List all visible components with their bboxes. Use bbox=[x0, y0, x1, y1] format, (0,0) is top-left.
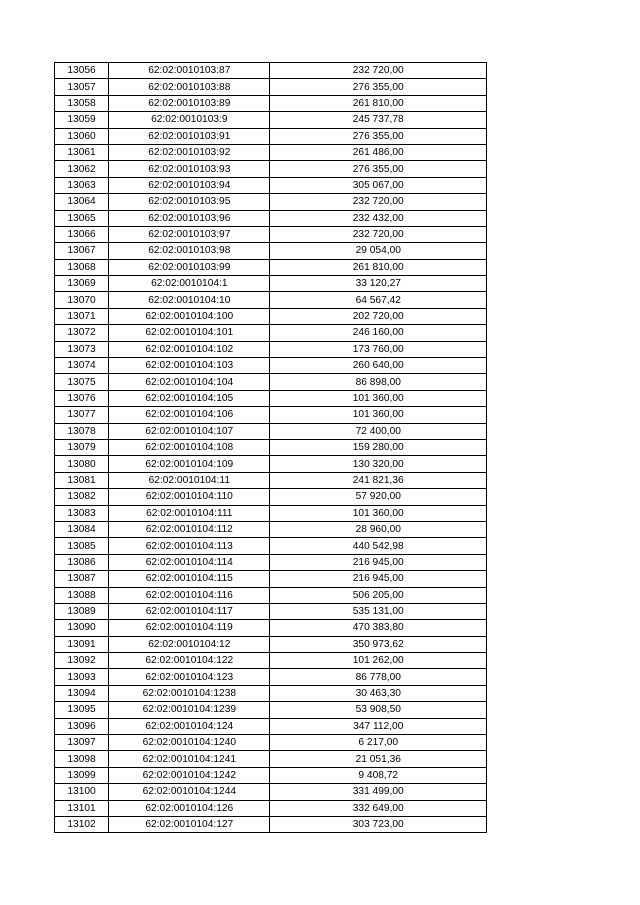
cadastral-number-cell: 62:02:0010104:1244 bbox=[109, 784, 270, 800]
cadastral-number-cell: 62:02:0010104:105 bbox=[109, 390, 270, 406]
cadastral-number-cell: 62:02:0010104:100 bbox=[109, 308, 270, 324]
table-row bbox=[55, 538, 487, 554]
data-table bbox=[54, 62, 487, 833]
value-cell: 9 408,72 bbox=[270, 767, 487, 783]
row-number-cell: 13064 bbox=[55, 194, 109, 210]
table-row bbox=[55, 390, 487, 406]
table-row bbox=[55, 816, 487, 832]
table-row bbox=[55, 243, 487, 259]
table-row bbox=[55, 308, 487, 324]
value-cell: 21 051,36 bbox=[270, 751, 487, 767]
cadastral-number-cell: 62:02:0010104:11 bbox=[109, 472, 270, 488]
cadastral-number-cell: 62:02:0010104:1240 bbox=[109, 735, 270, 751]
table-row bbox=[55, 292, 487, 308]
table-row bbox=[55, 636, 487, 652]
table-row bbox=[55, 439, 487, 455]
table-row bbox=[55, 685, 487, 701]
row-number-cell: 13083 bbox=[55, 505, 109, 521]
cadastral-number-cell: 62:02:0010104:108 bbox=[109, 439, 270, 455]
table-row bbox=[55, 472, 487, 488]
value-cell: 303 723,00 bbox=[270, 816, 487, 832]
row-number-cell: 13071 bbox=[55, 308, 109, 324]
cadastral-number-cell: 62:02:0010103:95 bbox=[109, 194, 270, 210]
row-number-cell: 13065 bbox=[55, 210, 109, 226]
table-row bbox=[55, 554, 487, 570]
row-number-cell: 13096 bbox=[55, 718, 109, 734]
cadastral-number-cell: 62:02:0010104:1242 bbox=[109, 767, 270, 783]
value-cell: 159 280,00 bbox=[270, 439, 487, 455]
table-row bbox=[55, 210, 487, 226]
row-number-cell: 13079 bbox=[55, 439, 109, 455]
value-cell: 261 810,00 bbox=[270, 259, 487, 275]
row-number-cell: 13069 bbox=[55, 276, 109, 292]
value-cell: 305 067,00 bbox=[270, 177, 487, 193]
value-cell: 350 973,62 bbox=[270, 636, 487, 652]
row-number-cell: 13084 bbox=[55, 521, 109, 537]
row-number-cell: 13060 bbox=[55, 128, 109, 144]
cadastral-number-cell: 62:02:0010104:1239 bbox=[109, 702, 270, 718]
cadastral-number-cell: 62:02:0010103:88 bbox=[109, 79, 270, 95]
cadastral-number-cell: 62:02:0010104:1238 bbox=[109, 685, 270, 701]
cadastral-number-cell: 62:02:0010103:96 bbox=[109, 210, 270, 226]
cadastral-number-cell: 62:02:0010104:113 bbox=[109, 538, 270, 554]
table-row bbox=[55, 144, 487, 160]
table-row bbox=[55, 620, 487, 636]
row-number-cell: 13088 bbox=[55, 587, 109, 603]
value-cell: 332 649,00 bbox=[270, 800, 487, 816]
table-row bbox=[55, 358, 487, 374]
row-number-cell: 13075 bbox=[55, 374, 109, 390]
row-number-cell: 13094 bbox=[55, 685, 109, 701]
row-number-cell: 13102 bbox=[55, 816, 109, 832]
table-row bbox=[55, 735, 487, 751]
table-row bbox=[55, 341, 487, 357]
cadastral-number-cell: 62:02:0010104:107 bbox=[109, 423, 270, 439]
value-cell: 53 908,50 bbox=[270, 702, 487, 718]
value-cell: 101 360,00 bbox=[270, 505, 487, 521]
table-row bbox=[55, 325, 487, 341]
table-row bbox=[55, 784, 487, 800]
row-number-cell: 13087 bbox=[55, 571, 109, 587]
table-row bbox=[55, 79, 487, 95]
value-cell: 33 120,27 bbox=[270, 276, 487, 292]
cadastral-number-cell: 62:02:0010103:98 bbox=[109, 243, 270, 259]
cadastral-number-cell: 62:02:0010104:123 bbox=[109, 669, 270, 685]
table-row bbox=[55, 603, 487, 619]
table-row bbox=[55, 112, 487, 128]
value-cell: 216 945,00 bbox=[270, 554, 487, 570]
table-row bbox=[55, 194, 487, 210]
row-number-cell: 13086 bbox=[55, 554, 109, 570]
row-number-cell: 13095 bbox=[55, 702, 109, 718]
value-cell: 101 360,00 bbox=[270, 407, 487, 423]
table-row bbox=[55, 718, 487, 734]
cadastral-number-cell: 62:02:0010104:1 bbox=[109, 276, 270, 292]
value-cell: 331 499,00 bbox=[270, 784, 487, 800]
row-number-cell: 13089 bbox=[55, 603, 109, 619]
cadastral-number-cell: 62:02:0010104:124 bbox=[109, 718, 270, 734]
row-number-cell: 13070 bbox=[55, 292, 109, 308]
cadastral-number-cell: 62:02:0010103:93 bbox=[109, 161, 270, 177]
value-cell: 347 112,00 bbox=[270, 718, 487, 734]
cadastral-number-cell: 62:02:0010104:1241 bbox=[109, 751, 270, 767]
value-cell: 232 720,00 bbox=[270, 194, 487, 210]
cadastral-number-cell: 62:02:0010104:119 bbox=[109, 620, 270, 636]
cadastral-number-cell: 62:02:0010104:117 bbox=[109, 603, 270, 619]
row-number-cell: 13090 bbox=[55, 620, 109, 636]
row-number-cell: 13074 bbox=[55, 358, 109, 374]
cadastral-number-cell: 62:02:0010104:116 bbox=[109, 587, 270, 603]
table-row bbox=[55, 226, 487, 242]
table-row bbox=[55, 177, 487, 193]
row-number-cell: 13066 bbox=[55, 226, 109, 242]
row-number-cell: 13099 bbox=[55, 767, 109, 783]
row-number-cell: 13097 bbox=[55, 735, 109, 751]
row-number-cell: 13080 bbox=[55, 456, 109, 472]
value-cell: 202 720,00 bbox=[270, 308, 487, 324]
cadastral-number-cell: 62:02:0010104:115 bbox=[109, 571, 270, 587]
value-cell: 440 542,98 bbox=[270, 538, 487, 554]
value-cell: 72 400,00 bbox=[270, 423, 487, 439]
value-cell: 246 160,00 bbox=[270, 325, 487, 341]
table-row bbox=[55, 571, 487, 587]
row-number-cell: 13093 bbox=[55, 669, 109, 685]
row-number-cell: 13059 bbox=[55, 112, 109, 128]
row-number-cell: 13092 bbox=[55, 653, 109, 669]
row-number-cell: 13058 bbox=[55, 95, 109, 111]
cadastral-number-cell: 62:02:0010104:127 bbox=[109, 816, 270, 832]
row-number-cell: 13056 bbox=[55, 63, 109, 79]
row-number-cell: 13072 bbox=[55, 325, 109, 341]
value-cell: 101 360,00 bbox=[270, 390, 487, 406]
cadastral-number-cell: 62:02:0010104:101 bbox=[109, 325, 270, 341]
value-cell: 470 383,80 bbox=[270, 620, 487, 636]
row-number-cell: 13067 bbox=[55, 243, 109, 259]
cadastral-number-cell: 62:02:0010104:112 bbox=[109, 521, 270, 537]
cadastral-number-cell: 62:02:0010104:126 bbox=[109, 800, 270, 816]
row-number-cell: 13076 bbox=[55, 390, 109, 406]
value-cell: 276 355,00 bbox=[270, 128, 487, 144]
cadastral-number-cell: 62:02:0010104:103 bbox=[109, 358, 270, 374]
cadastral-number-cell: 62:02:0010103:94 bbox=[109, 177, 270, 193]
cadastral-number-cell: 62:02:0010104:109 bbox=[109, 456, 270, 472]
table-row bbox=[55, 669, 487, 685]
row-number-cell: 13100 bbox=[55, 784, 109, 800]
row-number-cell: 13098 bbox=[55, 751, 109, 767]
value-cell: 241 821,36 bbox=[270, 472, 487, 488]
cadastral-number-cell: 62:02:0010104:122 bbox=[109, 653, 270, 669]
value-cell: 261 810,00 bbox=[270, 95, 487, 111]
table-row bbox=[55, 161, 487, 177]
table-row bbox=[55, 456, 487, 472]
cadastral-number-cell: 62:02:0010103:9 bbox=[109, 112, 270, 128]
cadastral-number-cell: 62:02:0010103:89 bbox=[109, 95, 270, 111]
value-cell: 6 217,00 bbox=[270, 735, 487, 751]
table-row bbox=[55, 259, 487, 275]
row-number-cell: 13101 bbox=[55, 800, 109, 816]
value-cell: 276 355,00 bbox=[270, 161, 487, 177]
value-cell: 276 355,00 bbox=[270, 79, 487, 95]
value-cell: 64 567,42 bbox=[270, 292, 487, 308]
cadastral-number-cell: 62:02:0010103:91 bbox=[109, 128, 270, 144]
cadastral-number-cell: 62:02:0010104:12 bbox=[109, 636, 270, 652]
cadastral-number-cell: 62:02:0010104:102 bbox=[109, 341, 270, 357]
row-number-cell: 13085 bbox=[55, 538, 109, 554]
cadastral-number-cell: 62:02:0010103:87 bbox=[109, 63, 270, 79]
row-number-cell: 13081 bbox=[55, 472, 109, 488]
table-row bbox=[55, 489, 487, 505]
value-cell: 130 320,00 bbox=[270, 456, 487, 472]
cadastral-number-cell: 62:02:0010104:104 bbox=[109, 374, 270, 390]
table-row bbox=[55, 128, 487, 144]
table-row bbox=[55, 767, 487, 783]
value-cell: 506 205,00 bbox=[270, 587, 487, 603]
table-row bbox=[55, 653, 487, 669]
table-row bbox=[55, 276, 487, 292]
row-number-cell: 13063 bbox=[55, 177, 109, 193]
table-row bbox=[55, 702, 487, 718]
table-row bbox=[55, 751, 487, 767]
value-cell: 86 898,00 bbox=[270, 374, 487, 390]
cadastral-number-cell: 62:02:0010104:114 bbox=[109, 554, 270, 570]
table-row bbox=[55, 374, 487, 390]
table-row bbox=[55, 95, 487, 111]
row-number-cell: 13057 bbox=[55, 79, 109, 95]
value-cell: 216 945,00 bbox=[270, 571, 487, 587]
value-cell: 30 463,30 bbox=[270, 685, 487, 701]
value-cell: 101 262,00 bbox=[270, 653, 487, 669]
row-number-cell: 13062 bbox=[55, 161, 109, 177]
value-cell: 29 054,00 bbox=[270, 243, 487, 259]
value-cell: 232 720,00 bbox=[270, 226, 487, 242]
row-number-cell: 13091 bbox=[55, 636, 109, 652]
value-cell: 535 131,00 bbox=[270, 603, 487, 619]
value-cell: 173 760,00 bbox=[270, 341, 487, 357]
row-number-cell: 13061 bbox=[55, 144, 109, 160]
row-number-cell: 13078 bbox=[55, 423, 109, 439]
table-row bbox=[55, 407, 487, 423]
table-row bbox=[55, 63, 487, 79]
cadastral-number-cell: 62:02:0010103:99 bbox=[109, 259, 270, 275]
row-number-cell: 13073 bbox=[55, 341, 109, 357]
table-row bbox=[55, 521, 487, 537]
table-row bbox=[55, 423, 487, 439]
cadastral-number-cell: 62:02:0010104:106 bbox=[109, 407, 270, 423]
row-number-cell: 13077 bbox=[55, 407, 109, 423]
value-cell: 232 432,00 bbox=[270, 210, 487, 226]
value-cell: 86 778,00 bbox=[270, 669, 487, 685]
cadastral-number-cell: 62:02:0010104:111 bbox=[109, 505, 270, 521]
value-cell: 28 960,00 bbox=[270, 521, 487, 537]
table-row bbox=[55, 800, 487, 816]
cadastral-number-cell: 62:02:0010103:92 bbox=[109, 144, 270, 160]
value-cell: 57 920,00 bbox=[270, 489, 487, 505]
cadastral-number-cell: 62:02:0010104:10 bbox=[109, 292, 270, 308]
table-body bbox=[55, 63, 487, 833]
table-row bbox=[55, 505, 487, 521]
cadastral-number-cell: 62:02:0010104:110 bbox=[109, 489, 270, 505]
value-cell: 245 737,78 bbox=[270, 112, 487, 128]
table-row bbox=[55, 587, 487, 603]
value-cell: 261 486,00 bbox=[270, 144, 487, 160]
value-cell: 260 640,00 bbox=[270, 358, 487, 374]
cadastral-number-cell: 62:02:0010103:97 bbox=[109, 226, 270, 242]
row-number-cell: 13082 bbox=[55, 489, 109, 505]
row-number-cell: 13068 bbox=[55, 259, 109, 275]
value-cell: 232 720,00 bbox=[270, 63, 487, 79]
